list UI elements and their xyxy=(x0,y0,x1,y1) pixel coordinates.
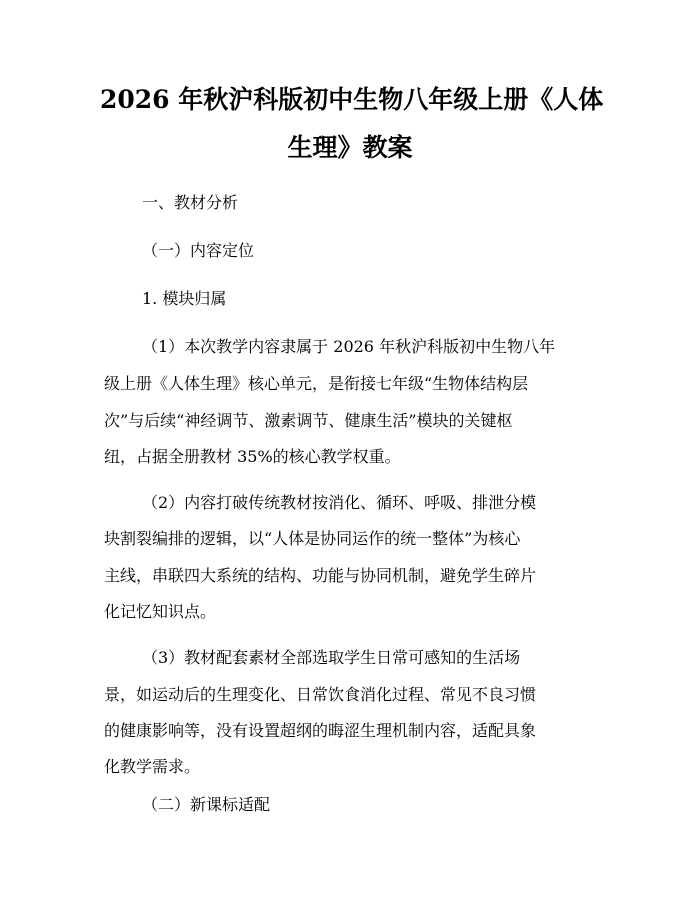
subsection-heading: （一）内容定位 xyxy=(142,241,255,260)
paragraph-2-line-3: 主线，串联四大系统的结构、功能与协同机制，避免学生碎片 xyxy=(104,566,537,585)
paragraph-3-line-1: （3）教材配套素材全部选取学生日常可感知的生活场 xyxy=(142,648,521,667)
paragraph-3-line-3: 的健康影响等，没有设置超纲的晦涩生理机制内容，适配具象 xyxy=(104,721,537,740)
paragraph-1-line-4: 纽，占据全册教材 35%的核心教学权重。 xyxy=(104,447,401,466)
subsection-heading: （二）新课标适配 xyxy=(142,795,271,814)
paragraph-2-line-1: （2）内容打破传统教材按消化、循环、呼吸、排泄分模 xyxy=(142,493,537,512)
paragraph-3-line-2: 景，如运动后的生理变化、日常饮食消化过程、常见不良习惯 xyxy=(104,685,537,704)
section-heading: 一、教材分析 xyxy=(142,193,239,212)
paragraph-2-line-2: 块割裂编排的逻辑，以“人体是协同运作的统一整体”为核心 xyxy=(104,529,521,548)
document-title-line-2: 生理》教案 xyxy=(287,133,413,162)
item-heading: 1. 模块归属 xyxy=(142,289,227,308)
paragraph-1-line-1: （1）本次教学内容隶属于 2026 年秋沪科版初中生物八年 xyxy=(142,337,556,356)
paragraph-3-line-4: 化教学需求。 xyxy=(104,757,201,776)
document-title-line-1: 2026 年秋沪科版初中生物八年级上册《人体 xyxy=(100,85,604,114)
paragraph-1-line-3: 次”与后续“神经调节、激素调节、健康生活”模块的关键枢 xyxy=(104,411,513,430)
paragraph-1-line-2: 级上册《人体生理》核心单元，是衔接七年级“生物体结构层 xyxy=(104,374,529,393)
paragraph-2-line-4: 化记忆知识点。 xyxy=(104,602,217,621)
